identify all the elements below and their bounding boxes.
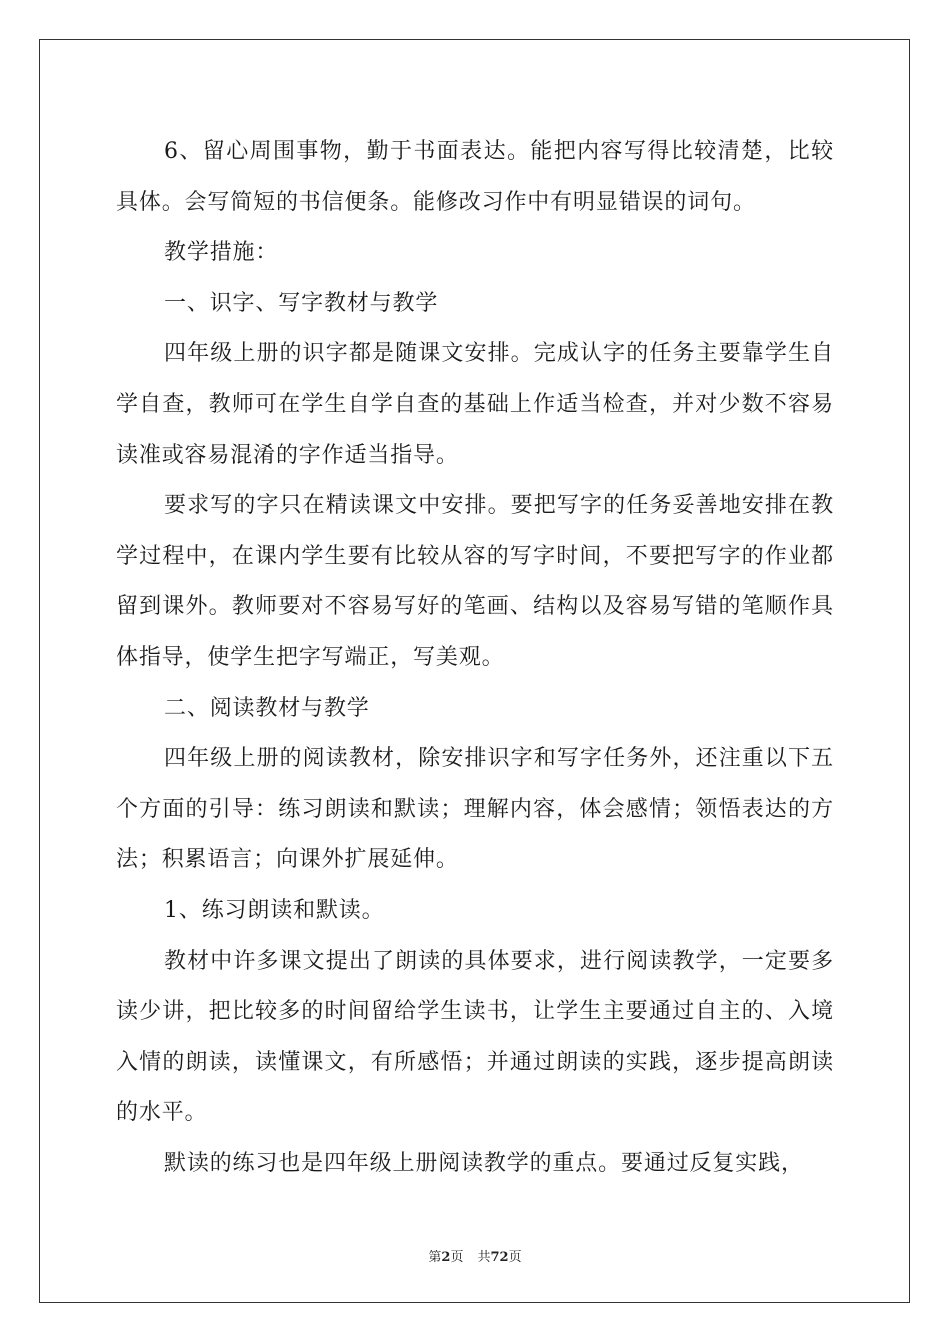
section-heading: 二、阅读教材与教学 (164, 695, 370, 721)
paragraph: 默读的练习也是四年级上册阅读教学的重点。要通过反复实践， (164, 1150, 804, 1176)
paragraph: 四年级上册的阅读教材，除安排识字和写字任务外，还注重以下五个方面的引导：练习朗读和默读；理解内容，体会感情；领悟表达的方法；积累语言；向课外扩展延伸。 (116, 746, 834, 873)
page-suffix: 页 (450, 1250, 464, 1265)
subsection-heading: 1、练习朗读和默读。 (164, 897, 385, 923)
paragraph: 四年级上册的识字都是随课文安排。完成认字的任务主要靠学生自学自查，教师可在学生自学自查的基础上作适当检查，并对少数不容易读准或容易混淆的字作适当指导。 (116, 341, 834, 468)
page-number: 2 (441, 1250, 451, 1265)
paragraph: 要求写的字只在精读课文中安排。要把写字的任务妥善地安排在教学过程中，在课内学生要有比较从容的写字时间，不要把写字的作业都留到课外。教师要对不容易写好的笔画、结构以及容易写错的笔顺作具体指导，使学生把字写端正，写美观。 (116, 493, 834, 670)
paragraph: 6、留心周围事物，勤于书面表达。能把内容写得比较清楚，比较具体。会写简短的书信便条。能修改习作中有明显错误的词句。 (116, 139, 834, 215)
page-prefix: 第 (428, 1250, 442, 1265)
paragraph: 教学措施： (164, 240, 279, 266)
paragraph: 教材中许多课文提出了朗读的具体要求，进行阅读教学，一定要多读少讲，把比较多的时间留给学生读书，让学生主要通过自主的、入境入情的朗读，读懂课文，有所感悟；并通过朗读的实践，逐步提高朗读的水平。 (116, 948, 834, 1126)
document-body (116, 127, 834, 1189)
section-heading: 一、识字、写字教材与教学 (164, 290, 439, 316)
page-footer (0, 1246, 950, 1265)
total-pages: 72 (490, 1250, 509, 1265)
total-suffix: 页 (508, 1250, 522, 1265)
total-prefix: 共 (477, 1250, 491, 1265)
